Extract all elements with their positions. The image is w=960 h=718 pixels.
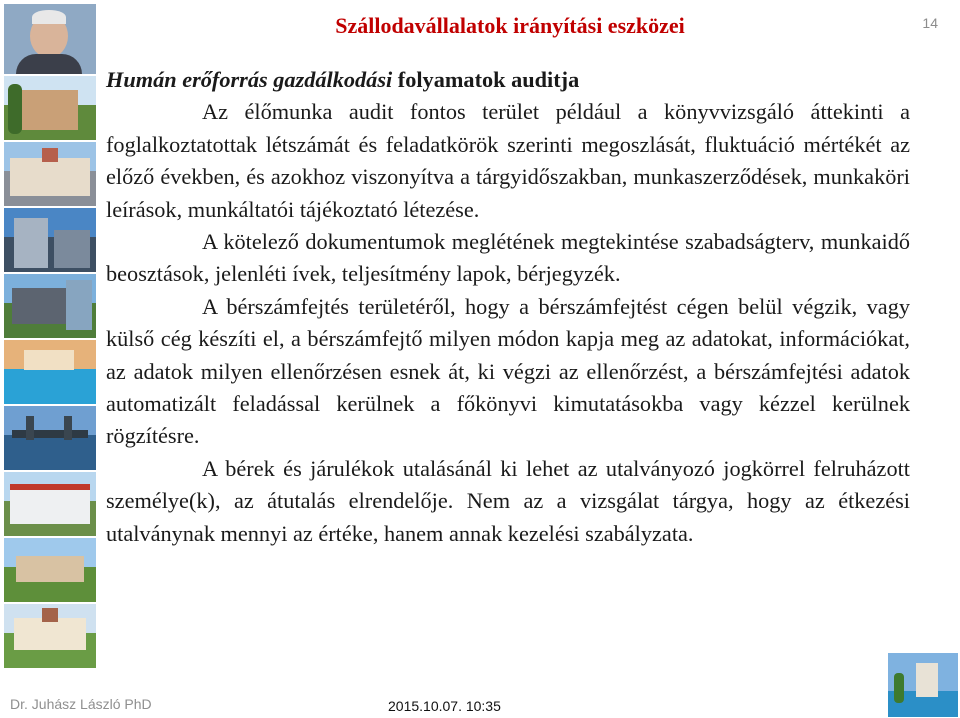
hotel-photo-4 bbox=[4, 274, 96, 338]
section-heading bbox=[106, 64, 910, 96]
footer-author: Dr. Juhász László PhD bbox=[10, 696, 152, 712]
paragraph-wage-transfers: A bérek és járulékok utalásánál ki lehet az utalványozó jogkörrel felruházott személye(k), az átutalás elrendelője. Nem az a vizsgálat tárgya, hogy az étkezési utalványnak mennyi az értéke, hanem annak kezelési szabályzata. bbox=[106, 455, 910, 546]
hotel-photo-1 bbox=[4, 76, 96, 140]
hotel-photo-2 bbox=[4, 142, 96, 206]
pool-photo bbox=[4, 340, 96, 404]
slide-content bbox=[106, 64, 910, 550]
photo-strip bbox=[4, 4, 96, 690]
paragraph-labor-audit: Az élőmunka audit fontos terület például a könyvvizsgáló áttekinti a foglalkoztatottak létszámát és feladatkörök szerinti megoszlását, fluktuáció mértékét az előző években, és azokhoz viszonyítva a tárgyidőszakban, munkaszerződések, munkaköri leírások, munkáltatói tájékoztató létezése. bbox=[106, 99, 910, 222]
bridge-photo bbox=[4, 406, 96, 470]
footer-datetime: 2015.10.07. 10:35 bbox=[388, 698, 501, 714]
page-number: 14 bbox=[922, 15, 938, 31]
hotel-photo-3 bbox=[4, 208, 96, 272]
hotel-photo-6 bbox=[4, 538, 96, 602]
hotel-photo-5 bbox=[4, 472, 96, 536]
paragraph-mandatory-documents: A kötelező dokumentumok meglétének megtekintése szabadságterv, munkaidő beosztások, jelenléti ívek, teljesítmény lapok, bérjegyzék. bbox=[106, 229, 910, 287]
slide-title: Szállodavállalatok irányítási eszközei bbox=[335, 13, 685, 38]
corner-hotel-photo bbox=[888, 653, 958, 717]
paragraph-payroll: A bérszámfejtés területéről, hogy a bérszámfejtést cégen belül végzik, vagy külső cég készíti el, a bérszámfejtő milyen módon kapja meg az adatokat, információkat, az adatok milyen ellenőrzésen esnek át, ki végzi az ellenőrzést, a bérszámfejtési adatok automatizált feladással kerülnek a főkönyvi kimutatásokba vagy kézzel kerülnek rögzítésre. bbox=[106, 293, 910, 449]
castle-photo bbox=[4, 604, 96, 668]
section-heading-rest: folyamatok auditja bbox=[392, 67, 580, 92]
section-heading-italic: Humán erőforrás gazdálkodási bbox=[106, 67, 393, 92]
